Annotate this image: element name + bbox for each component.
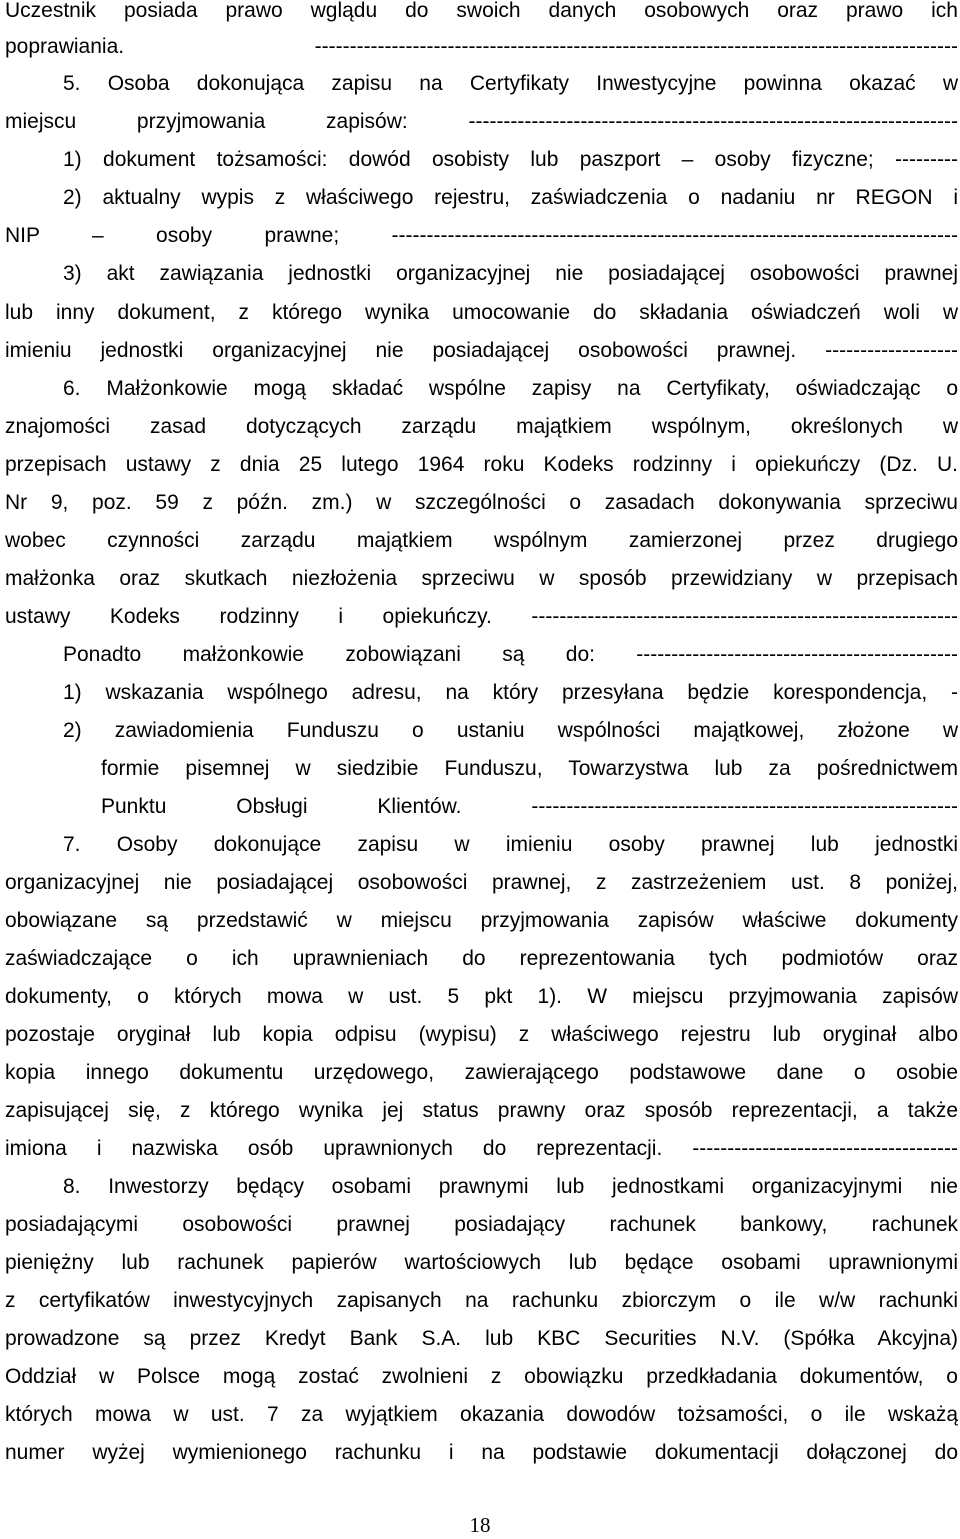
text-line: Ponadto małżonkowie zobowiązani są do: ---------------------------------------------- (63, 643, 958, 666)
text-line: miejscu przyjmowania zapisów: ---------------------------------------------------------------------- (5, 110, 958, 133)
text-line: 1) wskazania wspólnego adresu, na który przesyłana będzie korespondencja, - (63, 681, 958, 704)
text-line: pieniężny lub rachunek papierów wartościowych lub będące osobami uprawnionymi (5, 1251, 958, 1274)
text-line: formie pisemnej w siedzibie Funduszu, Towarzystwa lub za pośrednictwem (101, 757, 958, 780)
text-line: Uczestnik posiada prawo wglądu do swoich danych osobowych oraz prawo ich (5, 0, 958, 22)
text-line: przepisach ustawy z dnia 25 lutego 1964 roku Kodeks rodzinny i opiekuńczy (Dz. U. (5, 453, 958, 476)
text-line: lub inny dokument, z którego wynika umocowanie do składania oświadczeń woli w (5, 301, 958, 324)
text-line: których mowa w ust. 7 za wyjątkiem okazania dowodów tożsamości, o ile wskażą (5, 1403, 958, 1426)
text-line: wobec czynności zarządu majątkiem wspólnym zamierzonej przez drugiego (5, 529, 958, 552)
text-line: zaświadczające o ich uprawnieniach do reprezentowania tych podmiotów oraz (5, 947, 958, 970)
text-line: poprawiania. -------------------------------------------------------------------------------------------- (5, 35, 958, 58)
text-line: kopia innego dokumentu urzędowego, zawierającego podstawowe dane o osobie (5, 1061, 958, 1084)
text-line: Punktu Obsługi Klientów. ------------------------------------------------------------- (101, 795, 958, 818)
text-line: numer wyżej wymienionego rachunku i na podstawie dokumentacji dołączonej do (5, 1441, 958, 1464)
text-line: NIP – osoby prawne; --------------------------------------------------------------------------------- (5, 224, 958, 247)
text-line: 2) zawiadomienia Funduszu o ustaniu wspólności majątkowej, złożone w (63, 719, 958, 742)
text-line: imieniu jednostki organizacyjnej nie posiadającej osobowości prawnej. ------------------- (5, 339, 958, 362)
text-line: dokumenty, o których mowa w ust. 5 pkt 1). W miejscu przyjmowania zapisów (5, 985, 958, 1008)
text-line: pozostaje oryginał lub kopia odpisu (wypisu) z właściwego rejestru lub oryginał albo (5, 1023, 958, 1046)
text-line: 8. Inwestorzy będący osobami prawnymi lub jednostkami organizacyjnymi nie (63, 1175, 958, 1198)
text-line: organizacyjnej nie posiadającej osobowości prawnej, z zastrzeżeniem ust. 8 poniżej, (5, 871, 958, 894)
text-line: 5. Osoba dokonująca zapisu na Certyfikaty Inwestycyjne powinna okazać w (63, 72, 958, 95)
text-line: posiadającymi osobowości prawnej posiadający rachunek bankowy, rachunek (5, 1213, 958, 1236)
text-line: Nr 9, poz. 59 z późn. zm.) w szczególności o zasadach dokonywania sprzeciwu (5, 491, 958, 514)
text-line: małżonka oraz skutkach niezłożenia sprzeciwu w sposób przewidziany w przepisach (5, 567, 958, 590)
text-line: 3) akt zawiązania jednostki organizacyjnej nie posiadającej osobowości prawnej (63, 262, 958, 285)
text-line: 1) dokument tożsamości: dowód osobisty lub paszport – osoby fizyczne; --------- (63, 148, 958, 171)
text-line: ustawy Kodeks rodzinny i opiekuńczy. ------------------------------------------------------------- (5, 605, 958, 628)
text-line: znajomości zasad dotyczących zarządu majątkiem wspólnym, określonych w (5, 415, 958, 438)
text-line: obowiązane są przedstawić w miejscu przyjmowania zapisów właściwe dokumenty (5, 909, 958, 932)
page-number: 18 (469, 1513, 491, 1537)
text-line: zapisującej się, z którego wynika jej status prawny oraz sposób reprezentacji, a także (5, 1099, 958, 1122)
text-line: z certyfikatów inwestycyjnych zapisanych na rachunku zbiorczym o ile w/w rachunki (5, 1289, 958, 1312)
text-line: prowadzone są przez Kredyt Bank S.A. lub KBC Securities N.V. (Spółka Akcyjna) (5, 1327, 958, 1350)
text-line: 7. Osoby dokonujące zapisu w imieniu osoby prawnej lub jednostki (63, 833, 958, 856)
text-line: Oddział w Polsce mogą zostać zwolnieni z obowiązku przedkładania dokumentów, o (5, 1365, 958, 1388)
text-line: 2) aktualny wypis z właściwego rejestru, zaświadczenia o nadaniu nr REGON i (63, 186, 958, 209)
text-line: 6. Małżonkowie mogą składać wspólne zapisy na Certyfikaty, oświadczając o (63, 377, 958, 400)
text-line: imiona i nazwiska osób uprawnionych do reprezentacji. -------------------------------------- (5, 1137, 958, 1160)
